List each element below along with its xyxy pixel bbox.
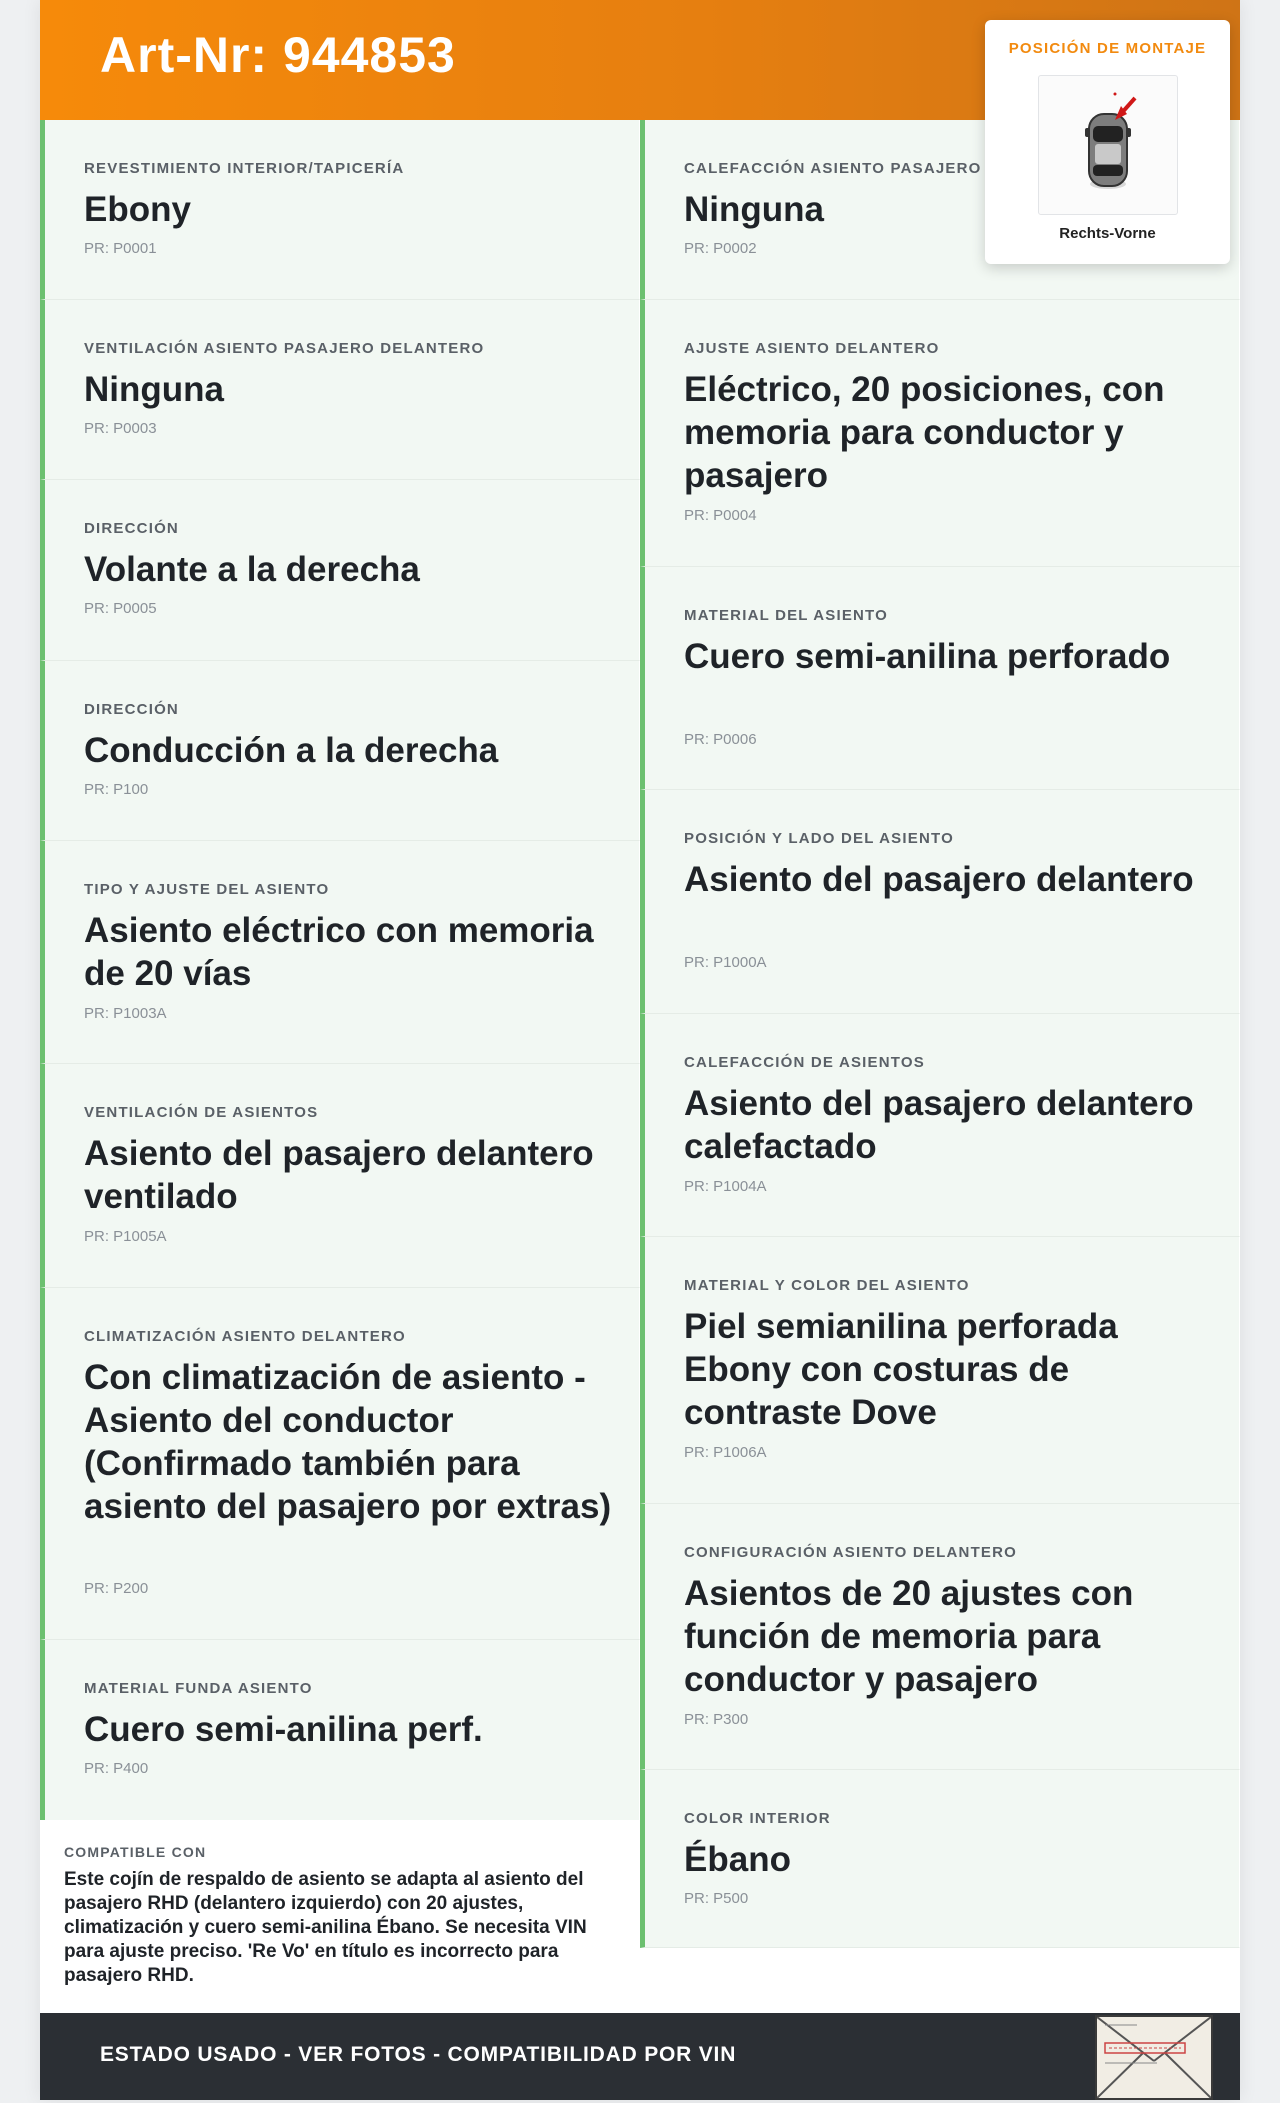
spec-pr-code: PR: P0002 bbox=[684, 240, 757, 257]
spec-card bbox=[40, 1064, 640, 1288]
envelope-icon bbox=[1097, 2017, 1211, 2098]
spec-card bbox=[640, 1770, 1240, 1948]
spec-card bbox=[40, 1288, 640, 1640]
spec-value: Asientos de 20 ajustes con función de memoria para conductor y pasajero bbox=[684, 1574, 1134, 1699]
spec-pr-code: PR: P0005 bbox=[84, 600, 157, 617]
spec-card bbox=[40, 661, 640, 841]
spec-value: Ébano bbox=[684, 1840, 791, 1879]
compatibility-section bbox=[40, 1820, 640, 2013]
spec-pr-code: PR: P1000A bbox=[684, 954, 767, 971]
spec-card bbox=[640, 790, 1240, 1014]
car-position-image bbox=[1038, 75, 1178, 215]
spec-label: CONFIGURACIÓN ASIENTO DELANTERO bbox=[684, 1544, 1018, 1561]
spec-value: Asiento del pasajero delantero bbox=[684, 860, 1194, 899]
spec-card bbox=[640, 567, 1240, 790]
spec-value: Volante a la derecha bbox=[84, 550, 420, 589]
spec-card bbox=[640, 300, 1240, 567]
spec-card bbox=[40, 1640, 640, 1821]
spec-label: TIPO Y AJUSTE DEL ASIENTO bbox=[84, 881, 330, 898]
spec-value: Ebony bbox=[84, 190, 191, 229]
spec-value: Ninguna bbox=[684, 190, 824, 229]
spec-card bbox=[640, 1504, 1240, 1770]
spec-label: MATERIAL FUNDA ASIENTO bbox=[84, 1680, 313, 1697]
spec-label: VENTILACIÓN DE ASIENTOS bbox=[84, 1104, 319, 1121]
spec-card bbox=[40, 480, 640, 661]
spec-pr-code: PR: P100 bbox=[84, 781, 149, 798]
compatibility-text: Este cojín de respaldo de asiento se adapta al asiento del pasajero RHD (delantero izquierdo) con 20 ajustes, climatización y cuero semi-anilina Ébano. Se necesita VIN para ajuste preciso. 'Re Vo' en título es incorrecto para pasajero RHD. bbox=[64, 1869, 587, 1986]
spec-value: Asiento del pasajero delantero calefactado bbox=[684, 1084, 1194, 1166]
spec-card bbox=[640, 1237, 1240, 1504]
spec-value: Piel semianilina perforada Ebony con costuras de contraste Dove bbox=[684, 1307, 1118, 1432]
spec-label: CLIMATIZACIÓN ASIENTO DELANTERO bbox=[84, 1328, 406, 1345]
left-spec-column bbox=[40, 120, 640, 1821]
spec-pr-code: PR: P300 bbox=[684, 1711, 749, 1728]
spec-pr-code: PR: P200 bbox=[84, 1580, 149, 1597]
spec-pr-code: PR: P0004 bbox=[684, 507, 757, 524]
right-spec-column bbox=[640, 120, 1240, 1948]
mounting-position-title: POSICIÓN DE MONTAJE bbox=[1008, 40, 1207, 57]
spec-label: MATERIAL Y COLOR DEL ASIENTO bbox=[684, 1277, 970, 1294]
spec-label: CALEFACCIÓN ASIENTO PASAJERO bbox=[684, 160, 982, 177]
spec-pr-code: PR: P400 bbox=[84, 1760, 149, 1777]
spec-sheet bbox=[40, 0, 1240, 2100]
spec-pr-code: PR: P1003A bbox=[84, 1005, 167, 1022]
mounting-position-card bbox=[985, 20, 1230, 264]
spec-card bbox=[40, 841, 640, 1064]
spec-pr-code: PR: P500 bbox=[684, 1890, 749, 1907]
spec-label: POSICIÓN Y LADO DEL ASIENTO bbox=[684, 830, 954, 847]
spec-value: Conducción a la derecha bbox=[84, 731, 499, 770]
spec-label: AJUSTE ASIENTO DELANTERO bbox=[684, 340, 940, 357]
spec-pr-code: PR: P0006 bbox=[684, 731, 757, 748]
spec-value: Con climatización de asiento - Asiento del conductor (Confirmado también para asiento del pasajero por extras) bbox=[84, 1358, 612, 1526]
spec-label: COLOR INTERIOR bbox=[684, 1810, 831, 1827]
spec-value: Asiento del pasajero delantero ventilado bbox=[84, 1134, 594, 1216]
spec-value: Cuero semi-anilina perf. bbox=[84, 1710, 483, 1749]
spec-label: VENTILACIÓN ASIENTO PASAJERO DELANTERO bbox=[84, 340, 485, 357]
spec-card bbox=[40, 120, 640, 300]
spec-card bbox=[40, 300, 640, 480]
spec-value: Ninguna bbox=[84, 370, 224, 409]
spec-label: DIRECCIÓN bbox=[84, 520, 179, 537]
mounting-position-caption: Rechts-Vorne bbox=[1059, 225, 1156, 242]
spec-label: CALEFACCIÓN DE ASIENTOS bbox=[684, 1054, 925, 1071]
spec-value: Cuero semi-anilina perforado bbox=[684, 637, 1171, 676]
footer-text: ESTADO USADO - VER FOTOS - COMPATIBILIDAD POR VIN bbox=[100, 2043, 737, 2066]
spec-label: MATERIAL DEL ASIENTO bbox=[684, 607, 889, 624]
spec-card bbox=[640, 1014, 1240, 1237]
spec-pr-code: PR: P1005A bbox=[84, 1228, 167, 1245]
spec-pr-code: PR: P0003 bbox=[84, 420, 157, 437]
spec-label: REVESTIMIENTO INTERIOR/TAPICERÍA bbox=[84, 160, 405, 177]
spec-value: Eléctrico, 20 posiciones, con memoria para conductor y pasajero bbox=[684, 370, 1165, 495]
envelope-stamp-image bbox=[1095, 2015, 1213, 2100]
spec-pr-code: PR: P1006A bbox=[684, 1444, 767, 1461]
car-top-view-icon bbox=[1039, 76, 1177, 214]
compatibility-label: COMPATIBLE CON bbox=[64, 1844, 207, 1860]
spec-pr-code: PR: P0001 bbox=[84, 240, 157, 257]
article-number: Art-Nr: 944853 bbox=[100, 27, 456, 83]
spec-label: DIRECCIÓN bbox=[84, 701, 179, 718]
spec-pr-code: PR: P1004A bbox=[684, 1178, 767, 1195]
spec-value: Asiento eléctrico con memoria de 20 vías bbox=[84, 911, 594, 993]
footer-bar bbox=[40, 2013, 1240, 2100]
